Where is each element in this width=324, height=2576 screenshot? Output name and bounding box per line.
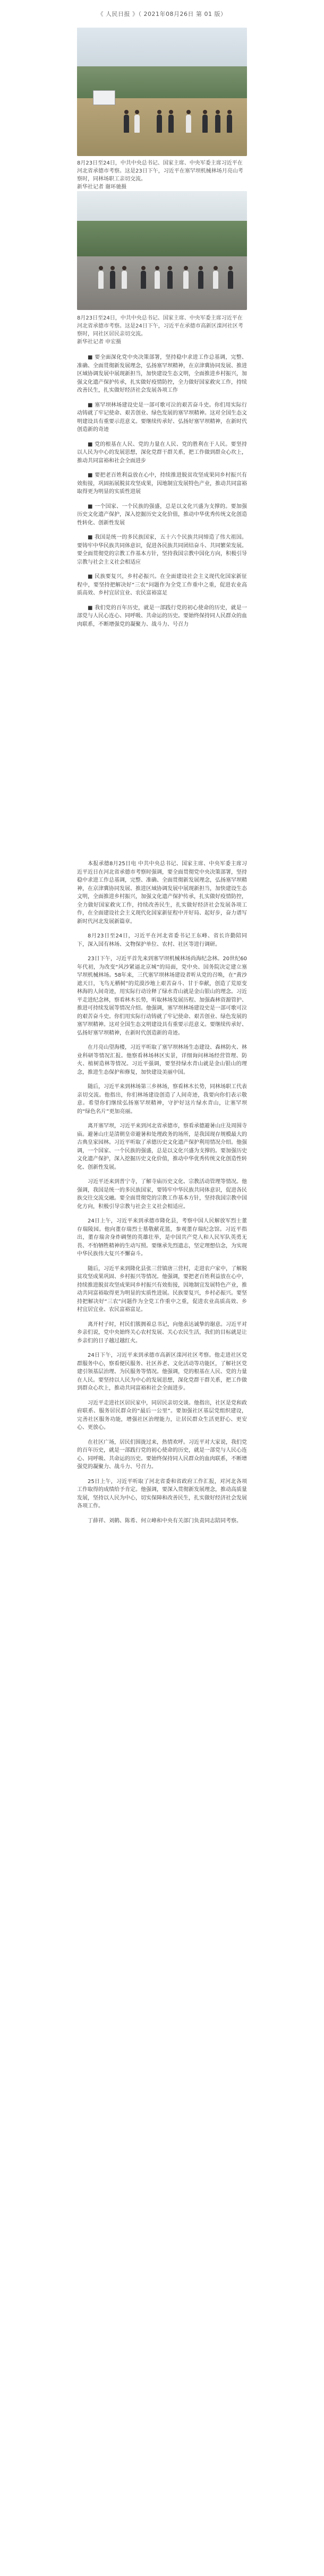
newspaper-header: 《 人民日报 》（ 2021年08月26日 第 01 版） <box>97 11 227 18</box>
article-paragraph: 离开村子时，村民们簇拥着总书记，向他表达诚挚的谢意。习近平对乡亲们说，党中央始终关心农村发展、关心农民生活，我们的目标就是让乡亲们的日子越过越红火。 <box>77 1321 247 1344</box>
photo-person <box>202 115 208 133</box>
caption-text: 8月23日至24日，中共中央总书记、国家主席、中央军委主席习近平在河北省承德市考察。这是23日下午，习近平在塞罕坝机械林场月亮山考察时，同林场职工亲切交流。 <box>77 160 243 182</box>
caption-text: 8月23日至24日，中共中央总书记、国家主席、中央军委主席习近平在河北省承德市考察。这是24日下午，习近平在承德市高新区滦河社区考察时，同社区居民亲切交流。 <box>77 315 243 337</box>
photo-person <box>141 271 146 289</box>
summary-point: ■ 我们党的百年历史，就是一部践行党的初心使命的历史，就是一部党与人民心连心、同呼吸、共命运的历史。要始终保持同人民群众的血肉联系，不断增强党的凝聚力、战斗力、号召力 <box>77 605 247 627</box>
photo-trees <box>77 221 247 256</box>
photo-person <box>134 115 140 133</box>
photo-person <box>227 115 232 133</box>
article-paragraph: 习近平还来到普宁寺，了解寺庙历史文化、宗教活动管理等情况。他强调，我国是统一的多民族国家，要铸牢中华民族共同体意识，促进各民族交往交流交融。要全面贯彻党的宗教工作基本方针，坚持我国宗教中国化方向，积极引导宗教与社会主义社会相适应。 <box>77 1179 247 1210</box>
article-paragraph: 25日上午，习近平听取了河北省委和省政府工作汇报，对河北各项工作取得的成绩给予肯定。他强调，要深入贯彻新发展理念，推动高质量发展，坚持以人民为中心，切实保障和改善民生，扎实做好经济社会发展各项工作。 <box>77 1478 247 1509</box>
photo-ground <box>77 98 247 156</box>
photo-person <box>213 271 218 289</box>
article-paragraph: 离开塞罕坝，习近平来到河北省承德市，察看承德避暑山庄及周围寺庙。避暑山庄是清朝皇帝避暑和处理政务的场所，是我国现存规模最大的古典皇家园林。习近平听取了承德历史文化遗产保护利用情况介绍。他强调，一个国家、一个民族的强盛，总是以文化兴盛为支撑的。要加强历史文化遗产保护，深入挖掘历史文化价值，推动中华优秀传统文化创造性转化、创新性发展。 <box>77 1123 247 1170</box>
summary-point: ■ 党的根基在人民、党的力量在人民、党的胜利在于人民。要坚持以人民为中心的发展思想，深化党群干群关系，把工作做到群众心坎上，推动共同富裕和社会全面进步 <box>77 441 247 464</box>
photo-person <box>168 115 174 133</box>
photo-person <box>215 115 220 133</box>
caption-credit: 新华社记者 谢环驰摄 <box>77 184 127 190</box>
photo-person <box>122 271 127 289</box>
photo-person <box>155 271 160 289</box>
caption-credit: 新华社记者 申宏摄 <box>77 339 122 345</box>
article-paragraph: 24日下午，习近平来到承德市高新区滦河社区考察。他走进社区党群服务中心，察看便民服务、社区养老、文化活动等功能区，了解社区党建引领基层治理、为民服务等情况。他强调，党的根基在人民、党的力量在人民。要坚持以人民为中心的发展思想，深化党群干群关系，把工作做到群众心坎上，推动共同富裕和社会全面进步。 <box>77 1352 247 1391</box>
article-paragraph: 8月23日至24日，习近平在河北省委书记王东峰、省长许勤陪同下，深入国有林场、文物保护单位、农村、社区等进行调研。 <box>77 933 247 947</box>
summary-point: ■ 塞罕坝林场建设史是一部可歌可泣的艰苦奋斗史。你们用实际行动铸就了牢记使命、艰苦创业、绿色发展的塞罕坝精神。这对全国生态文明建设具有重要示范意义。要继续传承好、弘扬好塞罕坝精神，在新时代创造新的奇迹 <box>77 402 247 433</box>
article-paragraph: 在社区广场，居民们围拢过来，热情欢呼。习近平对大家说，我们党的百年历史，就是一部践行党的初心使命的历史，就是一部党与人民心连心、同呼吸、共命运的历史。要始终保持同人民群众的血肉联系，不断增强党的凝聚力、战斗力、号召力。 <box>77 1439 247 1470</box>
summary-point: ■ 要把老百姓利益放在心中，持续推进脱贫攻坚成果同乡村振兴有效衔接，巩固拓展脱贫攻坚成果，因地制宜发展特色产业，推动共同富裕取得更为明显的实质性进展 <box>77 472 247 495</box>
article-paragraph: 习近平走进社区居民家中，同居民亲切交谈。他指出，社区是党和政府联系、服务居民群众的“最后一公里”。要加强社区基层党组织建设，完善社区服务功能，增强社区治理能力，让居民群众生活更舒心、更安心、更放心。 <box>77 1400 247 1431</box>
article-paragraph: 随后，习近平来到隆化县张三营镇唐三营村，走进农户家中，了解脱贫攻坚成果巩固、乡村振兴等情况。他强调，要把老百姓利益放在心中，持续推进脱贫攻坚成果同乡村振兴有效衔接，因地制宜发展特色产业，推动共同富裕取得更为明显的实质性进展。民族要复兴，乡村必振兴。要坚持把解决好“三农”问题作为全党工作重中之重，促进农业高质高效、乡村宜居宜业、农民富裕富足。 <box>77 1265 247 1313</box>
photo-community-visit <box>77 191 247 310</box>
summary-points <box>77 354 247 635</box>
article-paragraph: 本报承德8月25日电 中共中央总书记、国家主席、中央军委主席习近平近日在河北省承德市考察时强调，要全面贯彻党中央决策部署，坚持稳中求进工作总基调，完整、准确、全面贯彻新发展理念，弘扬塞罕坝精神，在京津冀协同发展、推进区域协调发展中展现新担当，加快建设生态文明，全面推进乡村振兴，加强文化遗产保护传承，扎实做好疫情防控，全力做好国家救灾工作，持续改善民生，扎实做好经济社会发展各项工作，在全面建设社会主义现代化国家新征程中开好局、起好步，奋力谱写新时代河北发展新篇章。 <box>77 861 247 925</box>
photo-person <box>198 271 203 289</box>
summary-point: ■ 民族要复兴，乡村必振兴。在全面建设社会主义现代化国家新征程中，要坚持把解决好“三农”问题作为全党工作重中之重，促进农业高质高效、乡村宜居宜业、农民富裕富足 <box>77 574 247 596</box>
photo-forest-visit <box>77 28 247 156</box>
article-body <box>77 860 247 1531</box>
photo-person <box>124 115 129 133</box>
summary-point: ■ 要全面深化党中央决策部署，坚持稳中求进工作总基调，完整、准确、全面贯彻新发展理念，弘扬塞罕坝精神，在京津冀协同发展、推进区域协调发展中展现新担当，加快建设生态文明，全面推进乡村振兴，加强文化遗产保护传承，扎实做好疫情防控，全力做好国家救灾工作，持续改善民生，扎实做好经济社会发展各项工作 <box>77 355 247 393</box>
photo-person <box>183 271 189 289</box>
photo-display-board <box>93 90 115 105</box>
article-paragraph: 随后，习近平来到林场第三乡林场，察看林木长势，同林场职工代表亲切交流。他指出，你们林场建设创造了人间奇迹，我要向你们表示敬意。希望你们继续弘扬塞罕坝精神，守护好这片绿水青山，让塞罕坝的“绿色名片”更加亮丽。 <box>77 1084 247 1115</box>
photo-person <box>110 271 115 289</box>
article-paragraph: 24日上午，习近平来到承德市隆化县，考察中国人民解放军烈士董存瑞陵园。他向董存瑞烈士墓敬献花篮，参观董存瑞纪念馆。习近平指出，董存瑞舍身炸碉堡的英雄壮举，是中国共产党人和人民军队英勇无畏、不怕牺牲精神的生动写照。要继承先烈遗志，坚定理想信念，为实现中华民族伟大复兴不懈奋斗。 <box>77 1218 247 1257</box>
photo-person <box>167 271 173 289</box>
photo-caption-1 <box>77 159 247 191</box>
article-paragraph: 丁薛祥、刘鹤、陈希、何立峰和中央有关部门负责同志陪同考察。 <box>88 1518 242 1524</box>
summary-point: ■ 一个国家、一个民族的强盛，总是以文化兴盛为支撑的。要加强历史文化遗产保护，深入挖掘历史文化价值，推动中华优秀传统文化创造性转化、创新性发展 <box>77 503 247 526</box>
photo-person <box>157 115 162 133</box>
article-paragraph: 23日下午，习近平首先来到塞罕坝机械林场尚海纪念林。20世纪60年代初，为改变“风沙紧逼北京城”的局面，党中央、国务院决定建立塞罕坝机械林场。58年来，三代塞罕坝林场建设者听从党的召唤，在“黄沙遮天日，飞鸟无栖树”的荒漠沙地上艰苦奋斗、甘于奉献，创造了荒原变林海的人间奇迹，用实际行动诠释了绿水青山就是金山银山的理念。习近平走进纪念林，察看林木长势，听取林场发展历程、加强森林资源管护、推进可持续发展等情况介绍。他强调，塞罕坝林场建设史是一部可歌可泣的艰苦奋斗史。你们用实际行动铸就了牢记使命、艰苦创业、绿色发展的塞罕坝精神。这对全国生态文明建设具有重要示范意义。要继续传承好、弘扬好塞罕坝精神，在新时代创造新的奇迹。 <box>77 956 247 1036</box>
photo-person <box>186 115 191 133</box>
photo-person <box>98 271 104 289</box>
article-paragraph: 在月亮山望海楼，习近平听取了塞罕坝林场生态建设、森林防火、林业科研等情况汇报。他察看林场林区实景，详细询问林场经营管理、防火、植树造林等情况。习近平强调，要坚持绿水青山就是金山银山的理念，推进生态保护和修复，加快建设美丽中国。 <box>77 1045 247 1075</box>
photo-caption-2 <box>77 314 247 346</box>
photo-person <box>228 271 233 289</box>
summary-point: ■ 我国是统一的多民族国家，五十六个民族共同缔造了伟大祖国。要铸牢中华民族共同体意识，促进各民族共同团结奋斗、共同繁荣发展。要全面贯彻党的宗教工作基本方针，坚持我国宗教中国化方向，积极引导宗教与社会主义社会相适应 <box>77 535 247 565</box>
